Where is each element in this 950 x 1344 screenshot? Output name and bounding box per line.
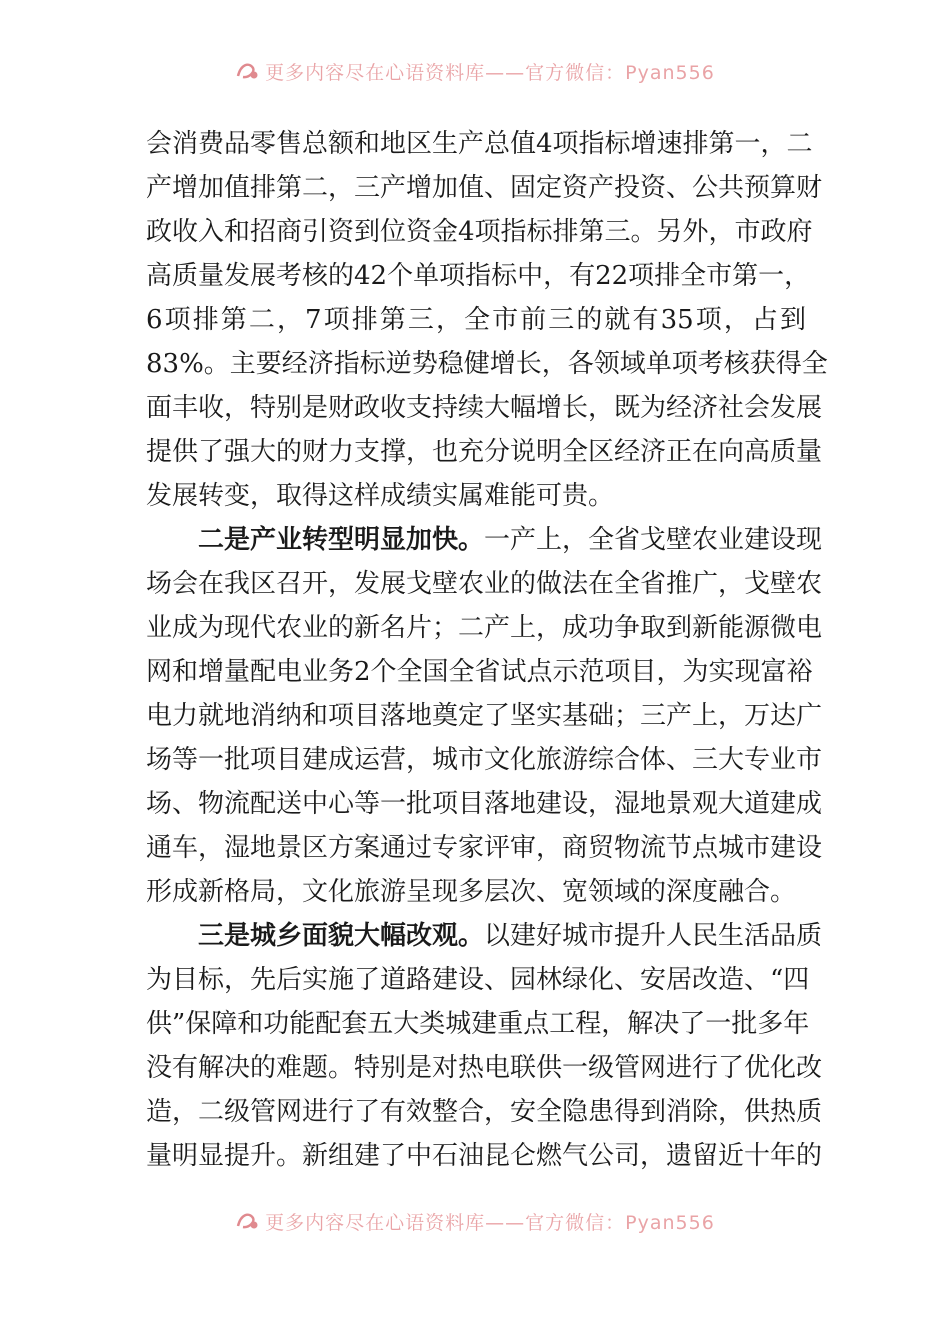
paragraph-3-line: 没有解决的难题。特别是对热电联供一级管网进行了优化改 <box>146 1053 823 1083</box>
paragraph-2-line: 场、物流配送中心等一批项目落地建设，湿地景观大道建成 <box>146 789 823 819</box>
watermark-footer <box>0 1208 950 1237</box>
watermark-logo-icon <box>235 1210 261 1237</box>
paragraph-2-line: 场会在我区召开，发展戈壁农业的做法在全省推广，戈壁农 <box>146 569 823 599</box>
paragraph-1-line: 6项排第二，7项排第三，全市前三的就有35项，占到 <box>146 305 806 335</box>
paragraph-2-line: 业成为现代农业的新名片；二产上，成功争取到新能源微电 <box>146 613 823 643</box>
watermark-text: 更多内容尽在心语资料库——官方微信：Pyan556 <box>265 62 715 84</box>
paragraph-2-line: 场等一批项目建成运营，城市文化旅游综合体、三大专业市 <box>146 745 823 775</box>
paragraph-2-line: 网和增量配电业务2个全国全省试点示范项目，为实现富裕 <box>146 657 813 687</box>
paragraph-1-line: 83%。主要经济指标逆势稳健增长，各领域单项考核获得全 <box>146 349 828 379</box>
paragraph-3-line: 造，二级管网进行了有效整合，安全隐患得到消除，供热质 <box>146 1097 823 1127</box>
paragraph-1-line: 会消费品零售总额和地区生产总值4项指标增速排第一，二 <box>146 129 813 159</box>
paragraph-1-line: 高质量发展考核的42个单项指标中，有22项排全市第一， <box>146 261 811 291</box>
paragraph-2-line: 形成新格局，文化旅游呈现多层次、宽领域的深度融合。 <box>146 877 797 907</box>
watermark-header <box>0 58 950 87</box>
watermark-text: 更多内容尽在心语资料库——官方微信：Pyan556 <box>265 1212 715 1234</box>
paragraph-3-line: 供”保障和功能配套五大类城建重点工程，解决了一批多年 <box>146 1009 810 1039</box>
paragraph-1-line: 产增加值排第二，三产增加值、固定资产投资、公共预算财 <box>146 173 823 203</box>
paragraph-3-line: 为目标，先后实施了道路建设、园林绿化、安居改造、“四 <box>146 965 810 995</box>
paragraph-2-line: 通车，湿地景区方案通过专家评审，商贸物流节点城市建设 <box>146 833 823 863</box>
document-body <box>146 122 828 1178</box>
paragraph-3-first-line <box>146 914 823 958</box>
paragraph-3-heading: 三是城乡面貌大幅改观。 <box>198 921 485 951</box>
paragraph-1-line: 提供了强大的财力支撑，也充分说明全区经济正在向高质量 <box>146 437 823 467</box>
watermark-logo-icon <box>235 60 261 87</box>
paragraph-2-heading: 二是产业转型明显加快。 <box>198 525 485 555</box>
paragraph-2-line: 电力就地消纳和项目落地奠定了坚实基础；三产上，万达广 <box>146 701 823 731</box>
paragraph-3-first-line-text: 以建好城市提升人民生活品质 <box>484 921 823 951</box>
paragraph-2-first-line-text: 一产上，全省戈壁农业建设现 <box>484 525 823 555</box>
paragraph-1-line: 面丰收，特别是财政收支持续大幅增长，既为经济社会发展 <box>146 393 823 423</box>
paragraph-1-line: 发展转变，取得这样成绩实属难能可贵。 <box>146 481 615 511</box>
paragraph-1-line: 政收入和招商引资到位资金4项指标排第三。另外，市政府 <box>146 217 813 247</box>
paragraph-2-first-line <box>146 518 823 562</box>
paragraph-3-line: 量明显提升。新组建了中石油昆仑燃气公司，遗留近十年的 <box>146 1141 823 1171</box>
